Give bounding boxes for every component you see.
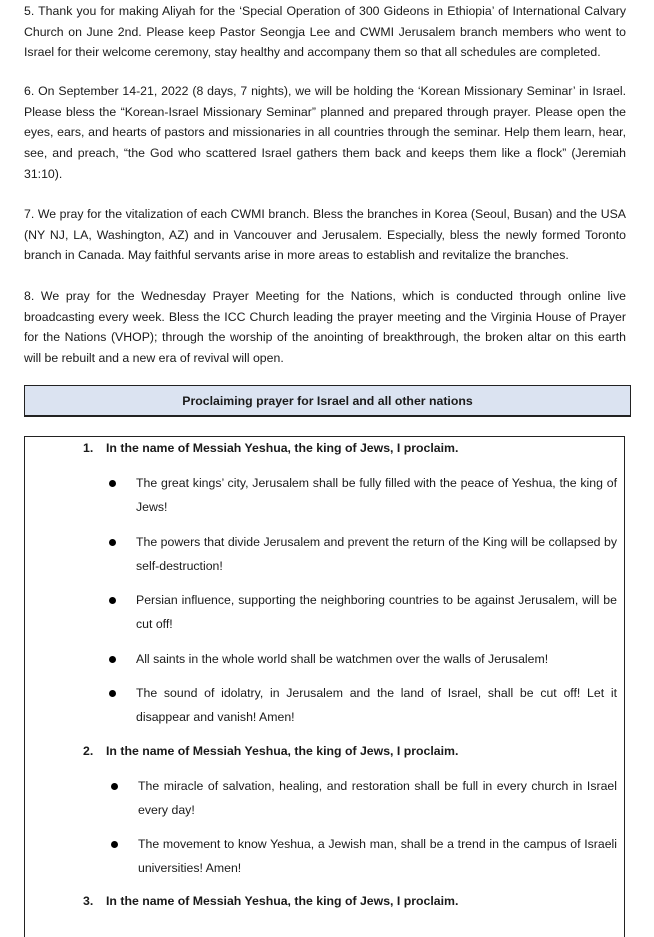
bullet-icon <box>109 539 116 546</box>
proclamation-item <box>136 647 617 671</box>
bullet-icon <box>109 597 116 604</box>
proclamation-item-text: Persian influence, supporting the neighboring countries to be against Jerusalem, will be cut off! <box>136 593 617 631</box>
proclamation-item-text: The movement to know Yeshua, a Jewish man, shall be a trend in the campus of Israeli universities! Amen! <box>138 837 617 875</box>
proclamation-heading-text: In the name of Messiah Yeshua, the king of Jews, I proclaim. <box>106 744 459 758</box>
bullet-icon <box>109 656 116 663</box>
prayer-item-7: 7. We pray for the vitalization of each CWMI branch. Bless the branches in Korea (Seoul, Busan) and the USA (NY NJ, LA, Washington, AZ) and in Vancouver and Jerusalem. Especially, bless the newly formed Toronto branch in Canada. May faithful servants arise in more areas to establish and revitalize the branches. <box>24 207 626 263</box>
proclamation-number: 2. <box>83 744 94 758</box>
prayer-item-5: 5. Thank you for making Aliyah for the ‘Special Operation of 300 Gideons in Ethiopia’ of International Calvary Church on June 2nd. Please keep Pastor Seongja Lee and CWMI Jerusalem branch members who went to Israel for their welcome ceremony, stay healthy and accompany them so that all schedules are completed. <box>24 4 626 60</box>
bullet-icon <box>109 690 116 697</box>
proclamation-number: 1. <box>83 441 94 455</box>
prayer-item-6: 6. On September 14-21, 2022 (8 days, 7 nights), we will be holding the ‘Korean Missionary Seminar’ in Israel. Please bless the “Korean-Israel Missionary Seminar” planned and prepared through prayer. Please open the eyes, ears, and hearts of pastors and missionaries in all countries through the seminar. Help them learn, hear, see, and preach, “the God who scattered Israel gathers them back and keeps them like a flock” (Jeremiah 31:10). <box>24 84 626 181</box>
proclamation-item-text: The miracle of salvation, healing, and restoration shall be full in every church in Israel every day! <box>138 779 617 817</box>
banner-title: Proclaiming prayer for Israel and all other nations <box>182 393 473 408</box>
proclamation-banner <box>24 385 631 417</box>
proclamation-item <box>136 530 617 578</box>
proclamation-item <box>136 588 617 636</box>
proclamation-number: 3. <box>83 894 94 908</box>
bullet-icon <box>111 841 118 848</box>
proclamation-heading-text: In the name of Messiah Yeshua, the king of Jews, I proclaim. <box>106 441 459 455</box>
proclamation-item-text: The sound of idolatry, in Jerusalem and the land of Israel, shall be cut off! Let it disappear and vanish! Amen! <box>136 686 617 724</box>
proclamation-item-text: All saints in the whole world shall be watchmen over the walls of Jerusalem! <box>136 652 549 666</box>
proclamation-item <box>136 681 617 729</box>
proclamation-item-text: The powers that divide Jerusalem and prevent the return of the King will be collapsed by self-destruction! <box>136 535 617 573</box>
proclamation-item-text: The great kings’ city, Jerusalem shall be fully filled with the peace of Yeshua, the king of Jews! <box>136 476 617 514</box>
proclamation-heading-text: In the name of Messiah Yeshua, the king of Jews, I proclaim. <box>106 894 459 908</box>
bullet-icon <box>109 480 116 487</box>
proclamation-item <box>138 774 617 822</box>
proclamation-item <box>136 471 617 519</box>
proclamation-item <box>138 832 617 880</box>
bullet-icon <box>111 783 118 790</box>
prayer-item-8: 8. We pray for the Wednesday Prayer Meeting for the Nations, which is conducted through online live broadcasting every week. Bless the ICC Church leading the prayer meeting and the Virginia House of Prayer for the Nations (VHOP); through the worship of the anointing of breakthrough, the broken altar on this earth will be rebuilt and a new era of revival will open. <box>24 289 626 366</box>
